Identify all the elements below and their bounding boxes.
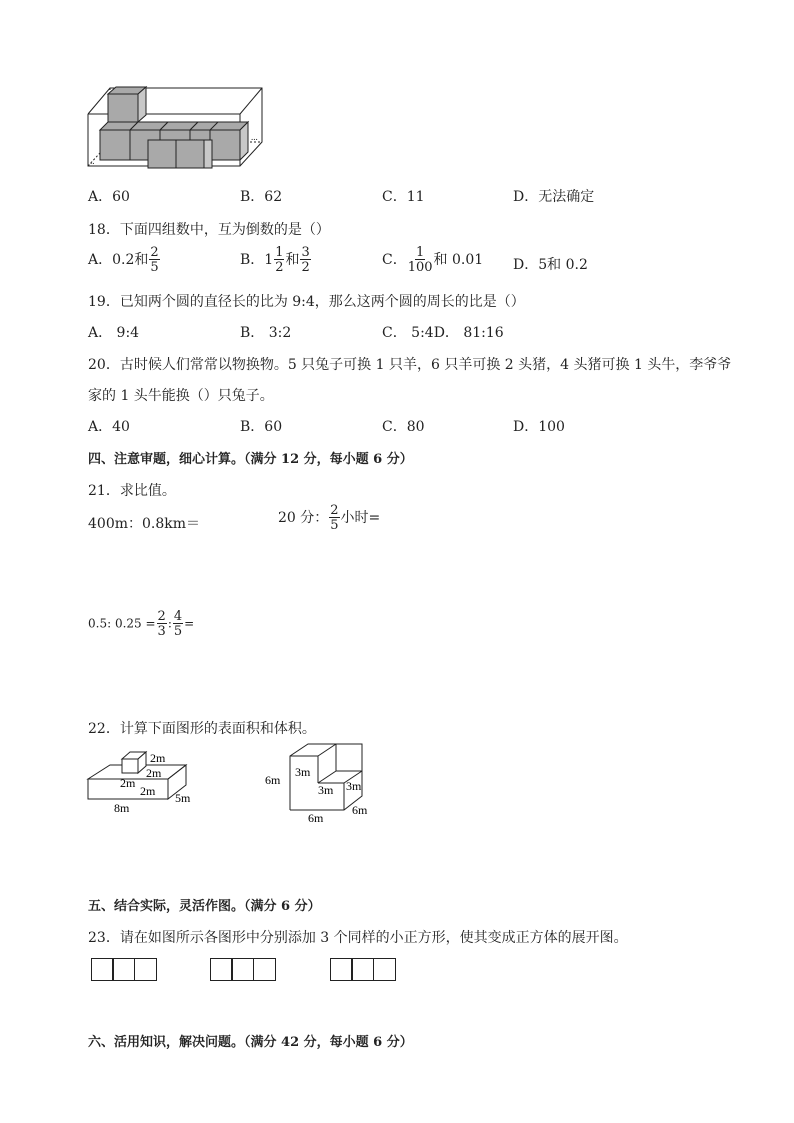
q18-c-prefix: C．	[382, 252, 407, 268]
q17-option-a: A．60	[88, 189, 130, 205]
q18-b-den1: 2	[275, 260, 284, 275]
q21-e3-suffix: =	[184, 616, 195, 631]
q19-option-c: C． 5:4D． 81:16	[382, 325, 504, 341]
q22-fig2-label-1: 6m	[265, 773, 281, 787]
q21-e2-suffix: 小时=	[340, 510, 381, 526]
q18-b-prefix: B．1	[240, 252, 274, 268]
q18-c-fraction	[408, 246, 433, 274]
q23-square-strip-1	[92, 958, 157, 981]
q21-e2-fraction	[329, 504, 339, 532]
q22-stem: 22．计算下面图形的表面积和体积。	[88, 721, 316, 737]
q21-expression-1: 400m：0.8km＝	[88, 516, 201, 532]
q21-e3-fraction-2	[173, 610, 183, 638]
svg-text:..: ..	[90, 156, 95, 166]
q22-figure-1	[84, 745, 204, 817]
q21-expression-2	[278, 504, 380, 532]
q19-stem: 19．已知两个圆的直径长的比为 9:4，那么这两个圆的周长的比是（）	[88, 294, 525, 310]
q20-option-d: D．100	[513, 419, 565, 435]
q18-stem: 18．下面四组数中，互为倒数的是（）	[88, 222, 330, 238]
q21-e3-prefix: 0.5: 0.25 =	[88, 616, 156, 631]
q21-e3-n1: 2	[157, 609, 166, 624]
q18-option-c	[382, 246, 483, 274]
q20-option-a: A．40	[88, 419, 130, 435]
q20-stem-line1: 20．古时候人们常常以物换物。5 只兔子可换 1 只羊，6 只羊可换 2 头猪，4 头猪可换 1 头牛，李爷爷	[88, 357, 732, 373]
q19-option-b: B． 3:2	[240, 325, 292, 341]
q21-e2-num: 2	[330, 503, 339, 518]
q18-option-a	[88, 246, 161, 274]
section-6-heading: 六、活用知识，解决问题。（满分 42 分，每小题 6 分）	[88, 1035, 413, 1050]
q22-fig1-label-4: 2m	[140, 784, 156, 798]
square	[253, 958, 276, 981]
square	[112, 958, 135, 981]
q21-e2-den: 5	[330, 518, 339, 533]
q18-a-num: 2	[150, 245, 159, 260]
q18-b-num2: 3	[301, 245, 310, 260]
q22-fig1-label-1: 2m	[150, 751, 166, 765]
q17-option-c: C．11	[382, 189, 425, 205]
q22-fig1-label-5: 5m	[175, 791, 191, 805]
q18-b-num1: 1	[275, 245, 284, 260]
square	[351, 958, 374, 981]
q18-b-fraction-1	[274, 246, 284, 274]
q18-c-suffix: 和 0.01	[433, 252, 484, 268]
q21-e3-d2: 5	[173, 624, 183, 639]
q18-b-mid: 和	[285, 252, 300, 268]
q22-fig1-label-2: 2m	[146, 766, 162, 780]
q18-b-den2: 2	[301, 260, 310, 275]
section-4-heading: 四、注意审题，细心计算。（满分 12 分，每小题 6 分）	[88, 452, 413, 467]
square	[91, 958, 114, 981]
section-5-heading: 五、结合实际，灵活作图。（满分 6 分）	[88, 899, 321, 914]
square	[134, 958, 157, 981]
q23-square-strip-3	[331, 958, 396, 981]
square	[210, 958, 233, 981]
q21-e3-fraction-1	[157, 610, 167, 638]
q18-c-den: 100	[407, 260, 433, 275]
q23-square-strip-2	[211, 958, 276, 981]
q18-b-fraction-2	[300, 246, 310, 274]
square	[373, 958, 396, 981]
q18-option-d: D．5和 0.2	[513, 257, 588, 273]
q18-c-num: 1	[415, 245, 425, 260]
q18-option-b	[240, 246, 312, 274]
q22-fig2-label-5: 6m	[308, 811, 324, 825]
q21-expression-3	[88, 610, 194, 638]
cube-box-figure	[86, 84, 266, 172]
q22-fig1-label-6: 8m	[114, 801, 130, 815]
q18-a-prefix: A．0.2和	[88, 252, 149, 268]
q20-stem-line2: 家的 1 头牛能换（）只兔子。	[88, 388, 274, 404]
q21-stem: 21．求比值。	[88, 483, 176, 499]
q22-figure-2	[262, 740, 382, 828]
q23-stem: 23．请在如图所示各图形中分别添加 3 个同样的小正方形，使其变成正方体的展开图。	[88, 930, 628, 946]
q22-fig2-label-3: 3m	[318, 783, 334, 797]
square	[330, 958, 353, 981]
q17-option-d: D．无法确定	[513, 189, 595, 205]
q22-fig2-label-4: 3m	[346, 779, 362, 793]
square	[231, 958, 254, 981]
q21-e3-n2: 4	[173, 609, 183, 624]
q22-fig2-label-2: 3m	[295, 765, 311, 779]
q19-option-a: A． 9:4	[88, 325, 140, 341]
q17-option-b: B．62	[240, 189, 283, 205]
q22-fig1-label-3: 2m	[120, 776, 136, 790]
svg-text:...: ...	[251, 132, 258, 142]
q20-option-b: B．60	[240, 419, 283, 435]
q21-e3-d1: 3	[157, 624, 166, 639]
q18-a-den: 5	[150, 260, 159, 275]
q21-e2-prefix: 20 分：	[278, 510, 329, 526]
q18-a-fraction	[149, 246, 159, 274]
q22-fig2-label-6: 6m	[352, 803, 368, 817]
q21-e3-colon: :	[167, 616, 172, 631]
q20-option-c: C．80	[382, 419, 425, 435]
